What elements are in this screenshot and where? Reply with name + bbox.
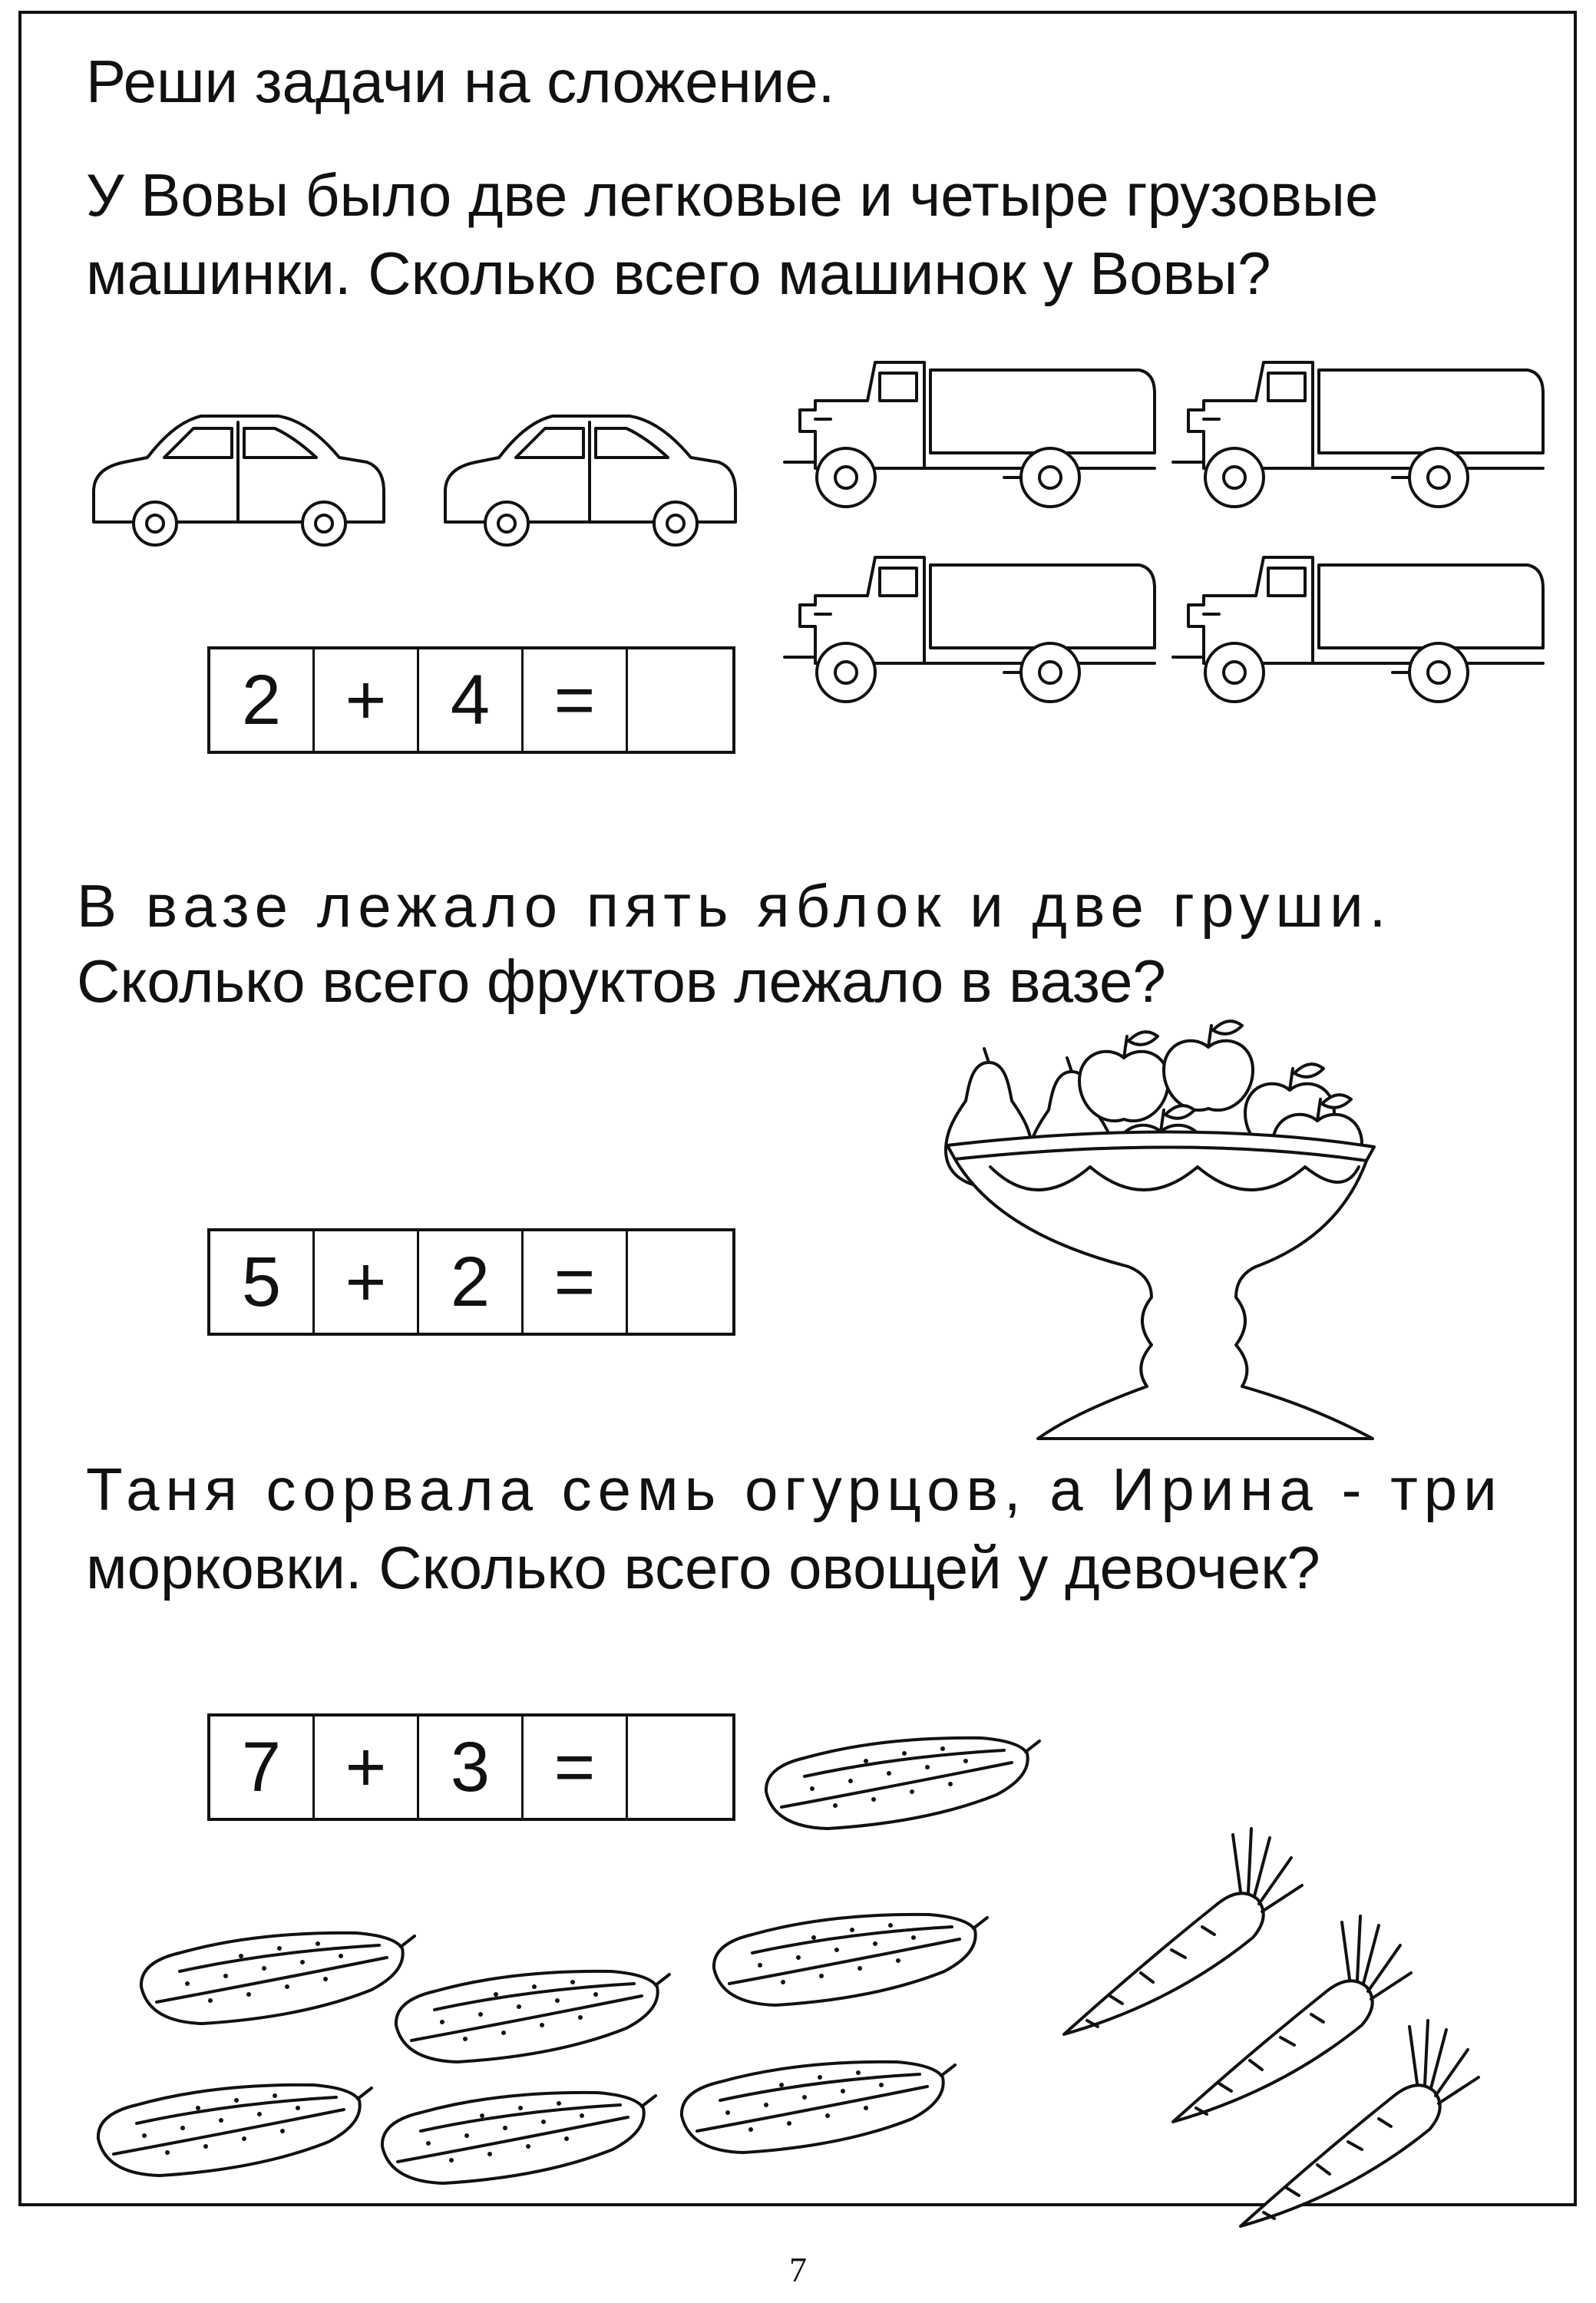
equals-sign: = bbox=[524, 1231, 628, 1333]
cucumber-icon bbox=[141, 1933, 415, 2024]
operand-b: 2 bbox=[419, 1231, 524, 1333]
cucumber-icon bbox=[766, 1738, 1039, 1829]
plus-sign: + bbox=[315, 1231, 419, 1333]
equals-sign: = bbox=[524, 649, 628, 751]
plus-sign: + bbox=[315, 1717, 419, 1818]
operand-b: 4 bbox=[419, 649, 524, 751]
page-number: 7 bbox=[789, 2250, 807, 2289]
carrot-icon bbox=[1064, 1829, 1302, 2034]
cucumber-icon bbox=[382, 2093, 656, 2183]
operand-b: 3 bbox=[419, 1717, 524, 1818]
problem-2-line-1: В вазе лежало пять яблок и две груши. bbox=[77, 872, 1393, 940]
problem-3-line-2: морковки. Сколько всего овощей у девочек? bbox=[86, 1534, 1320, 1601]
cucumber-icon bbox=[682, 2062, 955, 2153]
worksheet-title: Реши задачи на сложение. bbox=[86, 48, 835, 115]
cucumber-icon bbox=[98, 2085, 372, 2176]
equals-sign: = bbox=[524, 1717, 628, 1818]
operand-a: 7 bbox=[210, 1717, 315, 1818]
problem-3-line-1: Таня сорвала семь огурцов, а Ирина - три bbox=[86, 1455, 1503, 1523]
problem-1-line-1: У Вовы было две легковые и четыре грузовые bbox=[86, 161, 1379, 229]
problem-1-line-2: машинки. Сколько всего машинок у Вовы? bbox=[86, 240, 1271, 307]
operand-a: 2 bbox=[210, 649, 315, 751]
problem-2-line-2: Сколько всего фруктов лежало в вазе? bbox=[77, 947, 1166, 1015]
operand-a: 5 bbox=[210, 1231, 315, 1333]
plus-sign: + bbox=[315, 649, 419, 751]
cucumber-icon bbox=[396, 1971, 669, 2062]
cucumber-icon bbox=[714, 1915, 987, 2005]
